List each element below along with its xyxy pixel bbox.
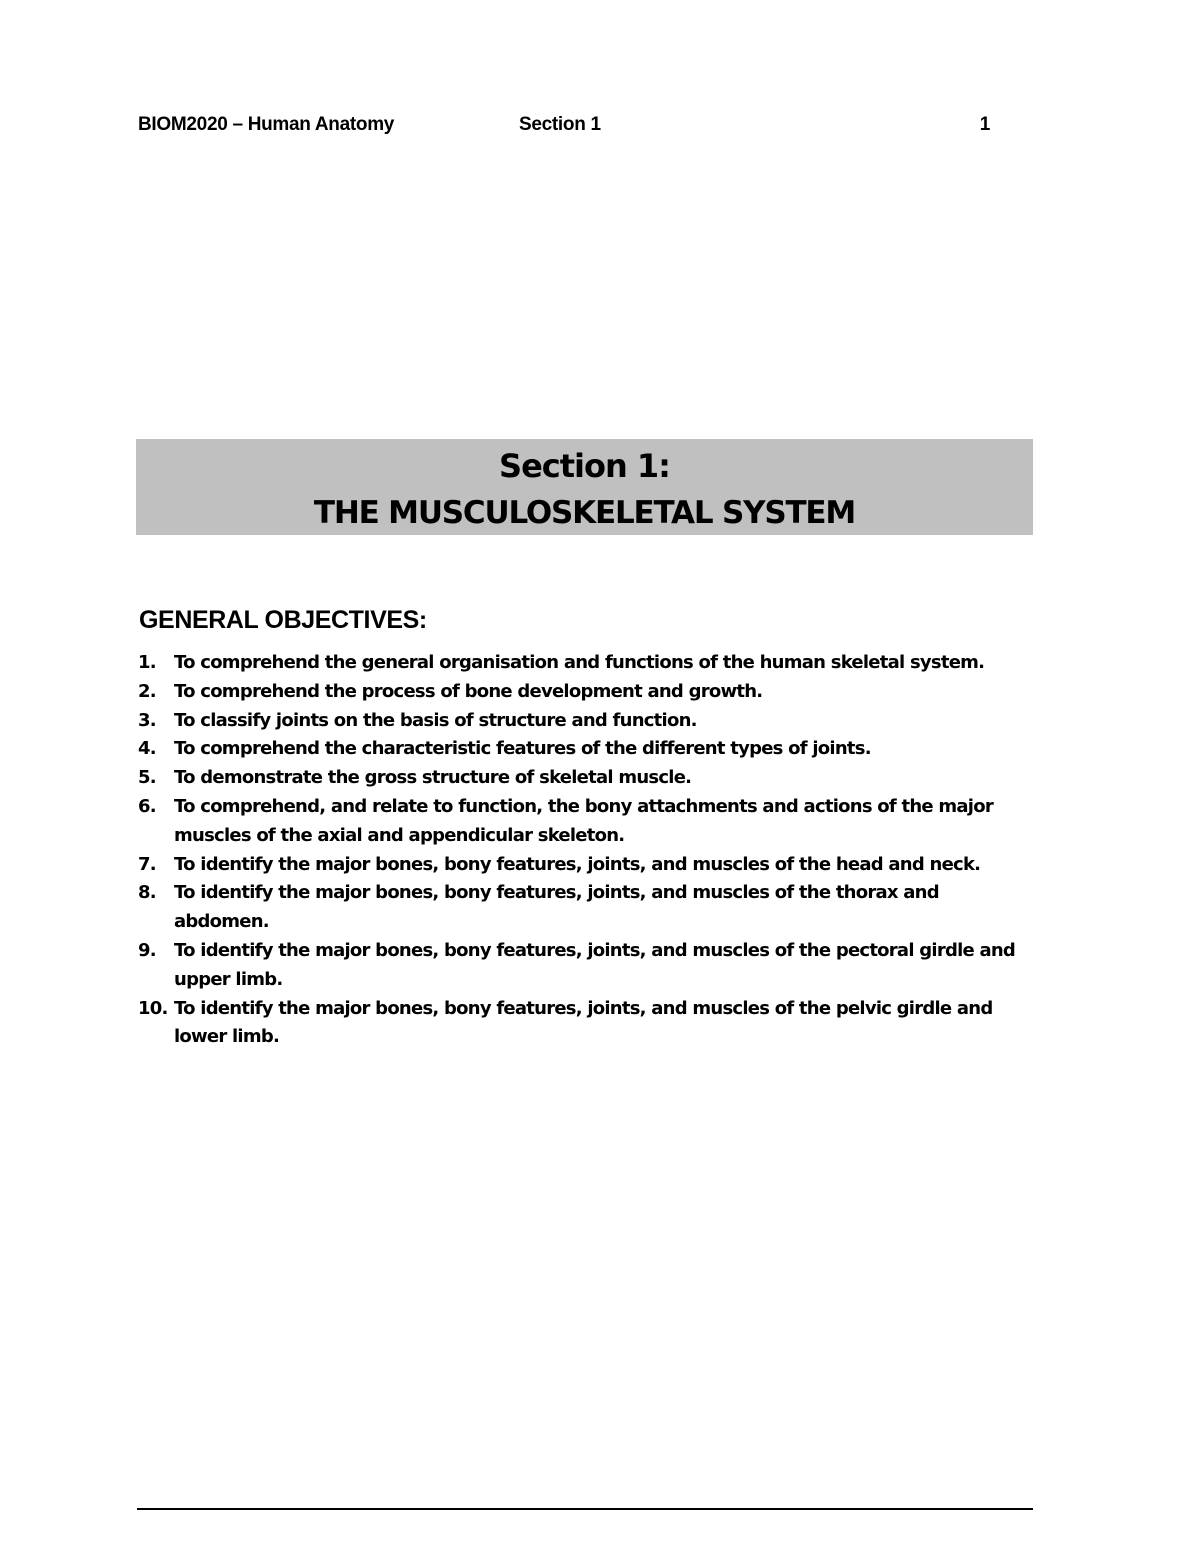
- objective-item: [138, 735, 1038, 764]
- objective-item: [138, 793, 1038, 851]
- objective-number: 4.: [138, 738, 156, 760]
- objective-number: 10.: [138, 997, 168, 1019]
- objective-number: 2.: [138, 680, 156, 702]
- objective-number: 6.: [138, 795, 156, 817]
- objective-text: To identify the major bones, bony features, joints, and muscles of the pelvic girdle and lower limb.: [174, 997, 993, 1048]
- objective-item: [138, 851, 1038, 880]
- objective-text: To identify the major bones, bony features, joints, and muscles of the pectoral girdle and upper limb.: [174, 939, 1016, 990]
- objective-number: 5.: [138, 767, 156, 789]
- objective-item: [138, 764, 1038, 793]
- objective-item: [138, 995, 1038, 1053]
- running-header: [138, 114, 990, 140]
- objective-item: [138, 707, 1038, 736]
- objective-number: 8.: [138, 882, 156, 904]
- objective-number: 9.: [138, 939, 156, 961]
- objective-text: To demonstrate the gross structure of skeletal muscle.: [174, 767, 692, 789]
- objective-item: [138, 937, 1038, 995]
- objectives-heading: GENERAL OBJECTIVES:: [139, 606, 427, 634]
- objective-text: To comprehend the general organisation and functions of the human skeletal system.: [174, 652, 985, 673]
- objective-text: To identify the major bones, bony features, joints, and muscles of the thorax and abdomen.: [174, 882, 939, 933]
- objective-text: To comprehend the characteristic features of the different types of joints.: [174, 738, 871, 760]
- objective-number: 7.: [138, 853, 156, 875]
- objective-text: To comprehend the process of bone development and growth.: [174, 680, 763, 702]
- header-page-number: 1: [979, 114, 990, 135]
- objective-text: To identify the major bones, bony features, joints, and muscles of the head and neck.: [174, 853, 981, 875]
- footer-divider: [137, 1508, 1033, 1510]
- header-course-title: BIOM2020 – Human Anatomy: [138, 114, 395, 135]
- objective-item: [138, 649, 1038, 678]
- section-title-band: [136, 439, 1033, 535]
- objective-number: 1.: [138, 652, 156, 673]
- header-section-label: Section 1: [519, 114, 601, 135]
- objective-number: 3.: [138, 709, 156, 731]
- objective-text: To comprehend, and relate to function, the bony attachments and actions of the major muscles of the axial and appendicular skeleton.: [174, 795, 993, 846]
- section-name-title: THE MUSCULOSKELETAL SYSTEM: [313, 495, 856, 531]
- section-number-title: Section 1:: [499, 447, 670, 485]
- objective-item: [138, 879, 1038, 937]
- objective-item: [138, 678, 1038, 707]
- objective-text: To classify joints on the basis of structure and function.: [174, 709, 697, 731]
- objectives-list: [138, 649, 1038, 1052]
